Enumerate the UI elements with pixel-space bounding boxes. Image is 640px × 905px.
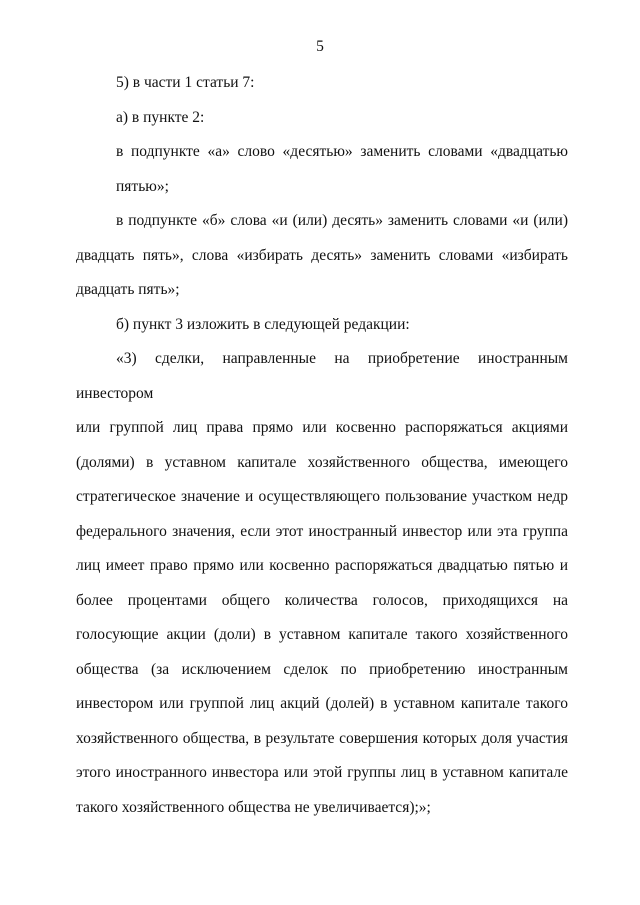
paragraph-line: или группой лиц права прямо или косвенно распоряжаться акциями [76,419,568,436]
paragraph-line: хозяйственного общества, в результате совершения которых доля участия [76,729,568,747]
paragraph-part1-article7 [76,66,568,101]
paragraph-line: общества (за исключением сделок по приобретению иностранным [76,660,568,678]
paragraph-line: инвестором или группой лиц акций (долей) в уставном капитале такого [76,695,568,712]
paragraph-line: федерального значения, если этот иностранный инвестор или эта группа [76,522,568,540]
paragraph-line: лиц имеет право прямо или косвенно распоряжаться двадцатью пятью и [76,557,568,574]
paragraph-point3 [76,308,568,343]
paragraph-subpoint-b [76,204,568,308]
paragraph-line: такого хозяйственного общества не увеличивается);»; [76,798,431,816]
paragraph-line: б) пункт 3 изложить в следующей редакции: [116,315,410,333]
paragraph-line: «3) сделки, направленные на приобретение иностранным инвестором [76,350,568,402]
paragraph-line: в подпункте «б» слова «и (или) десять» заменить словами «и (или) [116,212,568,229]
paragraph-line: более процентами общего количества голосов, приходящихся на [76,591,568,609]
paragraph-line: (долями) в уставном капитале хозяйственного общества, имеющего [76,453,568,471]
paragraph-line: этого иностранного инвестора или этой группы лиц в уставном капитале [76,764,568,781]
paragraph-line: стратегическое значение и осуществляющего пользование участком недр [76,488,568,505]
paragraph-subpoint-a [76,135,568,204]
paragraph-line: 5) в части 1 статьи 7: [116,74,255,91]
document-body [76,66,568,825]
paragraph-point3-text [76,342,568,825]
paragraph-line: двадцать пять»; [76,281,180,298]
paragraph-line: двадцать пять», слова «избирать десять» заменить словами «избирать [76,246,568,264]
paragraph-line: голосующие акции (доли) в уставном капитале такого хозяйственного [76,626,568,643]
paragraph-line: а) в пункте 2: [116,108,205,126]
paragraph-line: пятью»; [116,177,169,195]
paragraph-point2 [76,101,568,136]
page-number: 5 [316,38,324,55]
paragraph-line: в подпункте «а» слово «десятью» заменить словами «двадцатью [116,143,568,160]
